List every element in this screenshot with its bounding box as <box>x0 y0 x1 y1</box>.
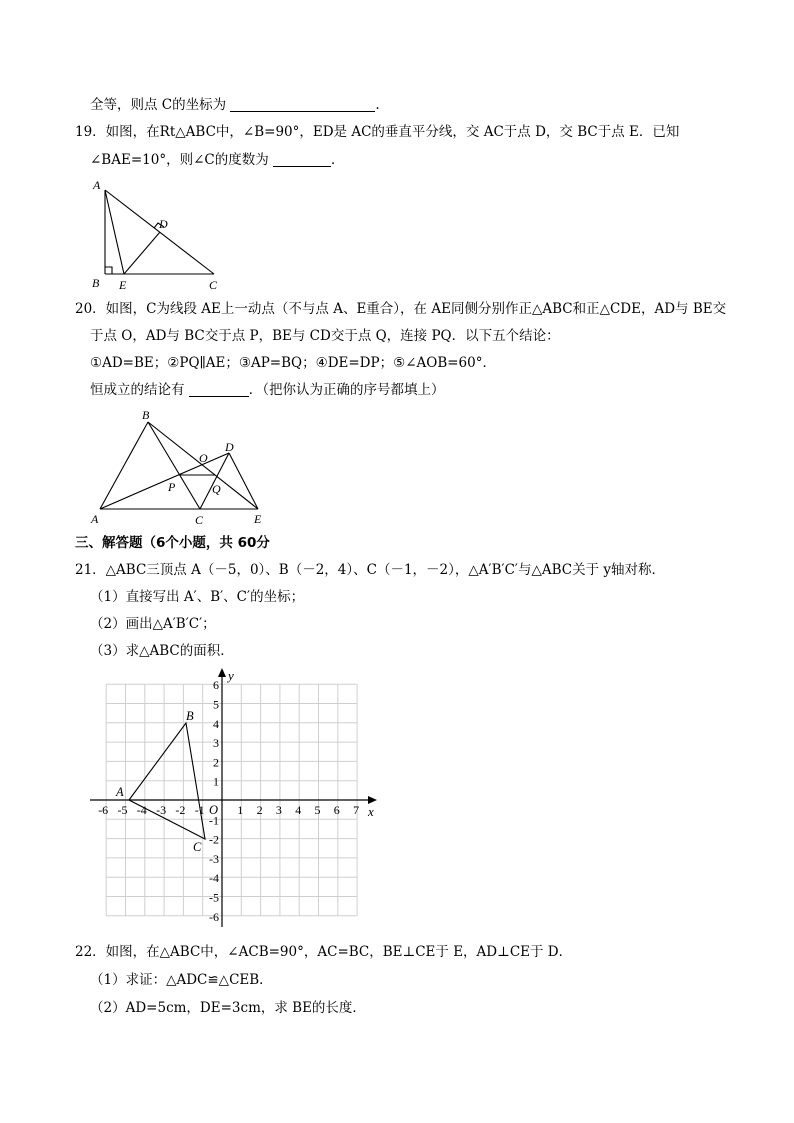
q21-tick-labels <box>98 678 359 924</box>
q19-end: ． <box>331 152 345 168</box>
q20-label-q: Q <box>212 482 221 496</box>
q20-line4-text: 恒成立的结论有 <box>90 382 189 398</box>
q21-y-tick-label: -1 <box>209 813 219 828</box>
q19-line1: 19．如图，在Rt△ABC中，∠B=90°，ED是 AC的垂直平分线，交 AC于点 D，交 BC于点 E．已知 <box>75 124 680 140</box>
q22-sub2: （2）AD=5cm，DE=3cm，求 BE的长度． <box>90 1000 366 1016</box>
q21-x-tick-label: -6 <box>98 803 109 817</box>
q21-x-arrow <box>368 796 377 804</box>
q21-y-tick-label: 6 <box>213 678 219 693</box>
q19-right-angle-b <box>105 267 112 274</box>
q20-line4-end: ．（把你认为正确的序号都填上） <box>248 382 445 398</box>
q21-y-tick-label: 4 <box>213 716 219 731</box>
q19-line2 <box>90 151 345 169</box>
q19-label-d: D <box>159 217 168 231</box>
q21-x-tick-label: 1 <box>237 803 244 817</box>
q20-seg-bc <box>148 422 200 509</box>
q21-y-tick-label: 5 <box>213 697 219 712</box>
q19-seg-ed <box>124 232 160 274</box>
q20-line1: 20．如图，C为线段 AE上一动点（不与点 A、E重合），在 AE同侧分别作正△ABC和正△CDE，AD与 BE交 <box>75 301 727 317</box>
q19-label-a: A <box>93 178 101 192</box>
q21-y-tick-label: -3 <box>209 851 219 866</box>
q21-x-tick-label: 2 <box>256 803 263 817</box>
q20-figure <box>88 405 273 529</box>
q21-origin-label: O <box>209 803 219 817</box>
q21-point-a-label: A <box>116 785 124 799</box>
q19-label-b: B <box>92 276 100 290</box>
q21-x-tick-label: 4 <box>295 803 302 817</box>
q21-y-tick-label: -4 <box>209 871 219 886</box>
q21-x-tick-label: -2 <box>175 803 186 817</box>
q20-seg-be <box>148 422 258 509</box>
q20-label-c: C <box>195 513 204 527</box>
q19-label-e: E <box>119 278 127 292</box>
q21-line1: 21．△ABC三顶点 A（－5，0）、B（－2，4）、C（－1，－2），△A′B′C′与△ABC关于 y轴对称． <box>75 562 666 578</box>
q20-label-d: D <box>225 440 234 454</box>
q20-line2: 于点 O，AD与 BC交于点 P，BE与 CD交于点 Q，连接 PQ．以下五个结论： <box>90 328 560 344</box>
q20-label-p: P <box>168 480 176 494</box>
q20-seg-de <box>229 453 258 509</box>
q21-y-tick-label: -6 <box>209 909 219 924</box>
q21-y-tick-label: 3 <box>213 736 219 751</box>
q18-end: . <box>375 97 380 113</box>
q22-sub1: （1）求证：△ADC≌△CEB． <box>90 972 273 988</box>
q21-sub3: （3）求△ABC的面积． <box>90 643 234 659</box>
q21-x-tick-label: 5 <box>314 803 321 817</box>
q21-y-axis-label: y <box>228 668 234 683</box>
q21-x-tick-label: -3 <box>156 803 167 817</box>
q19-label-c: C <box>209 278 218 292</box>
q21-sub2: （2）画出△A′B′C′； <box>90 616 216 632</box>
q21-sub1: （1）直接写出 A′、B′、C′的坐标； <box>90 589 305 605</box>
q20-answer-blank[interactable] <box>189 382 249 397</box>
q20-label-e: E <box>254 512 262 526</box>
q21-x-tick-label: 6 <box>333 803 340 817</box>
q21-y-tick-label: 2 <box>213 755 219 770</box>
q21-x-axis-label: x <box>368 804 374 819</box>
q21-x-tick-label: -1 <box>194 803 205 817</box>
q21-x-tick-label: -4 <box>136 803 147 817</box>
q22-line1: 22．如图，在△ABC中，∠ACB=90°，AC=BC，BE⊥CE于 E，AD⊥CE于 D． <box>75 944 573 960</box>
q20-seg-ab <box>100 422 148 509</box>
q20-label-o: O <box>199 451 208 465</box>
section3-title: 三、解答题（6个小题，共 60分 <box>75 535 270 551</box>
q18-continuation <box>90 96 380 114</box>
q19-figure <box>88 176 233 294</box>
q21-point-b-label: B <box>186 709 194 723</box>
q21-x-tick-label: -5 <box>117 803 128 817</box>
q21-x-tick-label: 7 <box>353 803 360 817</box>
q18-text: 全等，则点 C的坐标为 <box>90 97 231 113</box>
q21-y-tick-label: -5 <box>209 890 219 905</box>
q21-point-c-label: C <box>193 840 202 854</box>
q20-label-b: B <box>142 408 150 422</box>
q18-answer-blank[interactable] <box>230 97 375 112</box>
q20-line4 <box>90 381 445 399</box>
q21-coordinate-grid <box>85 667 385 932</box>
q20-label-a: A <box>91 512 99 526</box>
q21-y-tick-label: -2 <box>209 832 219 847</box>
q19-line2-text: ∠BAE=10°，则∠C的度数为 <box>90 152 274 168</box>
q20-line3: ①AD=BE；②PQ∥AE；③AP=BQ；④DE=DP；⑤∠AOB=60°． <box>90 355 496 371</box>
q21-y-arrow <box>218 668 226 677</box>
q19-answer-blank[interactable] <box>273 152 331 167</box>
q21-x-tick-label: 3 <box>275 803 282 817</box>
q21-y-tick-label: 1 <box>213 774 219 789</box>
q21-axes <box>90 673 371 927</box>
q20-seg-ad <box>100 453 229 509</box>
